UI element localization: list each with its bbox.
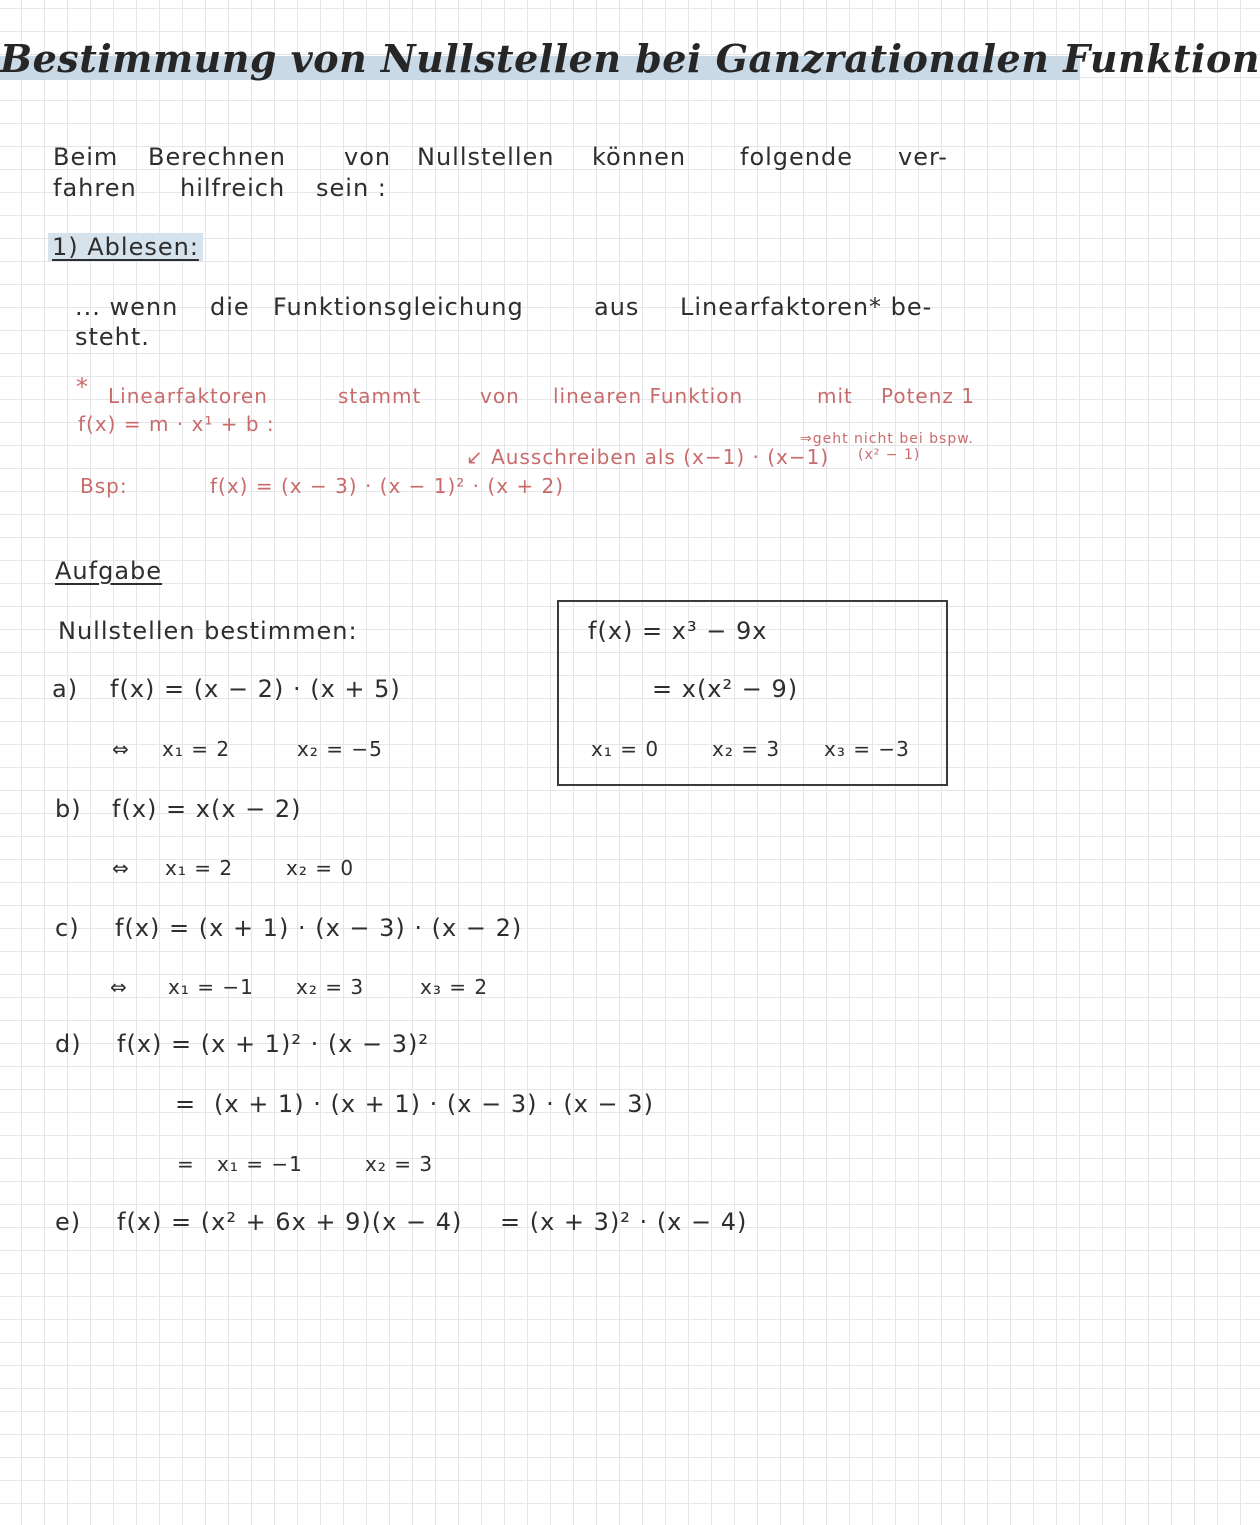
footnote-star: * — [76, 373, 89, 401]
task-e-formula: f(x) = (x² + 6x + 9)(x − 4) — [117, 1208, 463, 1236]
note-word: Linearfaktoren — [108, 384, 268, 408]
equivalence-symbol: ⇔ — [112, 856, 130, 880]
task-heading: Aufgabe — [55, 557, 163, 585]
example-formula: f(x) = (x − 3) · (x − 1)² · (x + 2) — [210, 474, 565, 498]
task-c-root-3: x₃ = 2 — [420, 975, 489, 999]
task-a-label: a) — [52, 675, 79, 703]
condition-word: die — [210, 293, 250, 321]
condition-word: steht. — [75, 323, 150, 351]
side-note: (x² − 1) — [858, 447, 921, 463]
box-function: f(x) = x³ − 9x — [588, 617, 768, 645]
intro-word: Nullstellen — [417, 143, 555, 171]
note-word: linearen Funktion — [553, 384, 744, 408]
linear-function-formula: f(x) = m · x¹ + b : — [78, 412, 275, 436]
note-word: von — [480, 384, 520, 408]
condition-word: Funktionsgleichung — [273, 293, 524, 321]
task-b-root-1: x₁ = 2 — [165, 856, 234, 880]
intro-word: folgende — [740, 143, 854, 171]
condition-word: ... wenn — [75, 293, 179, 321]
intro-word: können — [592, 143, 687, 171]
intro-word: Berechnen — [148, 143, 286, 171]
condition-word: Linearfaktoren* be- — [680, 293, 933, 321]
box-factored: = x(x² − 9) — [652, 675, 799, 703]
condition-word: aus — [594, 293, 640, 321]
task-e-result: = (x + 3)² · (x − 4) — [500, 1208, 748, 1236]
task-c-formula: f(x) = (x + 1) · (x − 3) · (x − 2) — [115, 914, 523, 942]
page-title: Bestimmung von Nullstellen bei Ganzrationalen Funktion — [0, 36, 1260, 81]
task-e-label: e) — [55, 1208, 82, 1236]
task-d-formula: f(x) = (x + 1)² · (x − 3)² — [117, 1030, 430, 1058]
note-word: stammt — [338, 384, 422, 408]
task-a-root-1: x₁ = 2 — [162, 737, 231, 761]
task-b-formula: f(x) = x(x − 2) — [112, 795, 302, 823]
task-c-label: c) — [55, 914, 80, 942]
task-d-root-2: x₂ = 3 — [365, 1152, 434, 1176]
intro-word: von — [344, 143, 392, 171]
intro-word: hilfreich — [180, 174, 286, 202]
equals-sign: = — [175, 1090, 197, 1118]
task-d-root-1: x₁ = −1 — [217, 1152, 303, 1176]
intro-word: sein : — [316, 174, 387, 202]
box-root-3: x₃ = −3 — [824, 737, 910, 761]
box-root-1: x₁ = 0 — [591, 737, 660, 761]
note-word: mit — [817, 384, 853, 408]
side-note: ⇒geht nicht bei bspw. — [800, 431, 974, 447]
task-b-label: b) — [55, 795, 82, 823]
task-d-expanded: (x + 1) · (x + 1) · (x − 3) · (x − 3) — [214, 1090, 654, 1118]
equivalence-symbol: ⇔ — [110, 975, 128, 999]
expand-annotation: ↙ Ausschreiben als (x−1) · (x−1) — [466, 445, 830, 469]
task-c-root-2: x₂ = 3 — [296, 975, 365, 999]
example-label: Bsp: — [80, 474, 128, 498]
intro-word: ver- — [898, 143, 948, 171]
intro-word: Beim — [53, 143, 119, 171]
intro-word: fahren — [53, 174, 137, 202]
task-b-root-2: x₂ = 0 — [286, 856, 355, 880]
note-word: Potenz 1 — [881, 384, 975, 408]
section-heading-ablesen: 1) Ablesen: — [48, 233, 203, 261]
task-a-formula: f(x) = (x − 2) · (x + 5) — [110, 675, 401, 703]
box-root-2: x₂ = 3 — [712, 737, 781, 761]
task-instruction: Nullstellen bestimmen: — [58, 617, 358, 645]
task-c-root-1: x₁ = −1 — [168, 975, 254, 999]
task-a-root-2: x₂ = −5 — [297, 737, 383, 761]
equivalence-symbol: ⇔ — [112, 737, 130, 761]
equals-sign: = — [177, 1152, 195, 1176]
task-d-label: d) — [55, 1030, 82, 1058]
